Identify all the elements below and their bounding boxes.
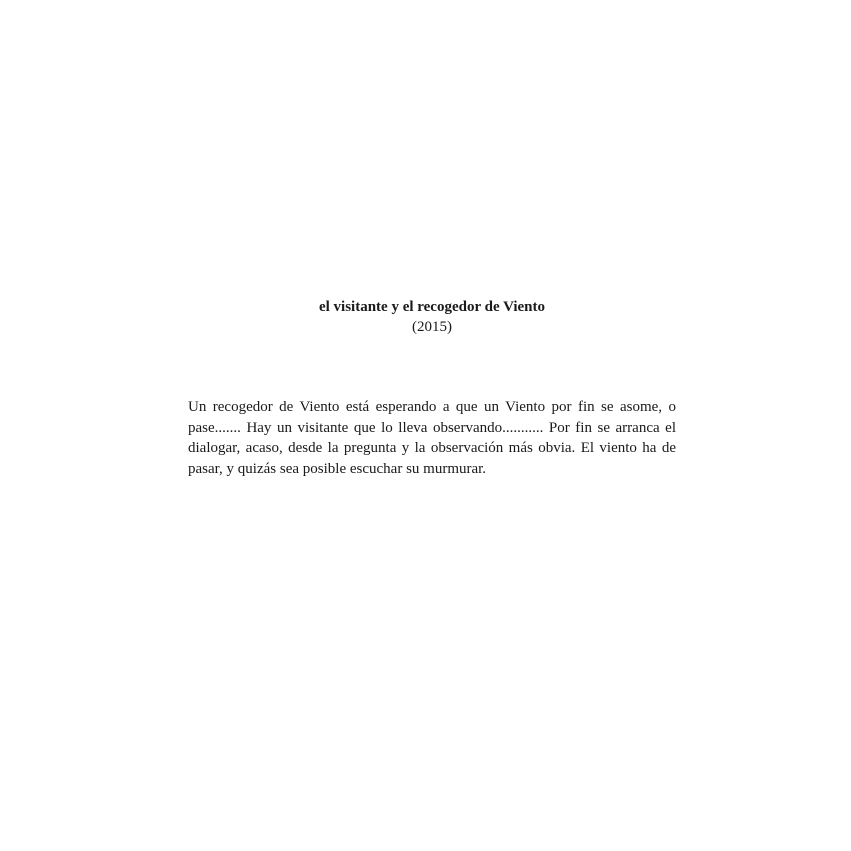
content-column	[188, 297, 676, 479]
synopsis-paragraph: Un recogedor de Viento está esperando a que un Viento por fin se asome, o pase....... Hay un visitante que lo lleva observando........... Por fin se arranca el dialogar, acaso, desde la pregunta y la observación más obvia. El viento ha de pasar, y quizás sea posible escuchar su murmurar.	[188, 399, 676, 477]
document-year: (2015)	[412, 319, 452, 335]
title-block	[188, 297, 676, 337]
document-title: el visitante y el recogedor de Viento	[318, 299, 546, 315]
